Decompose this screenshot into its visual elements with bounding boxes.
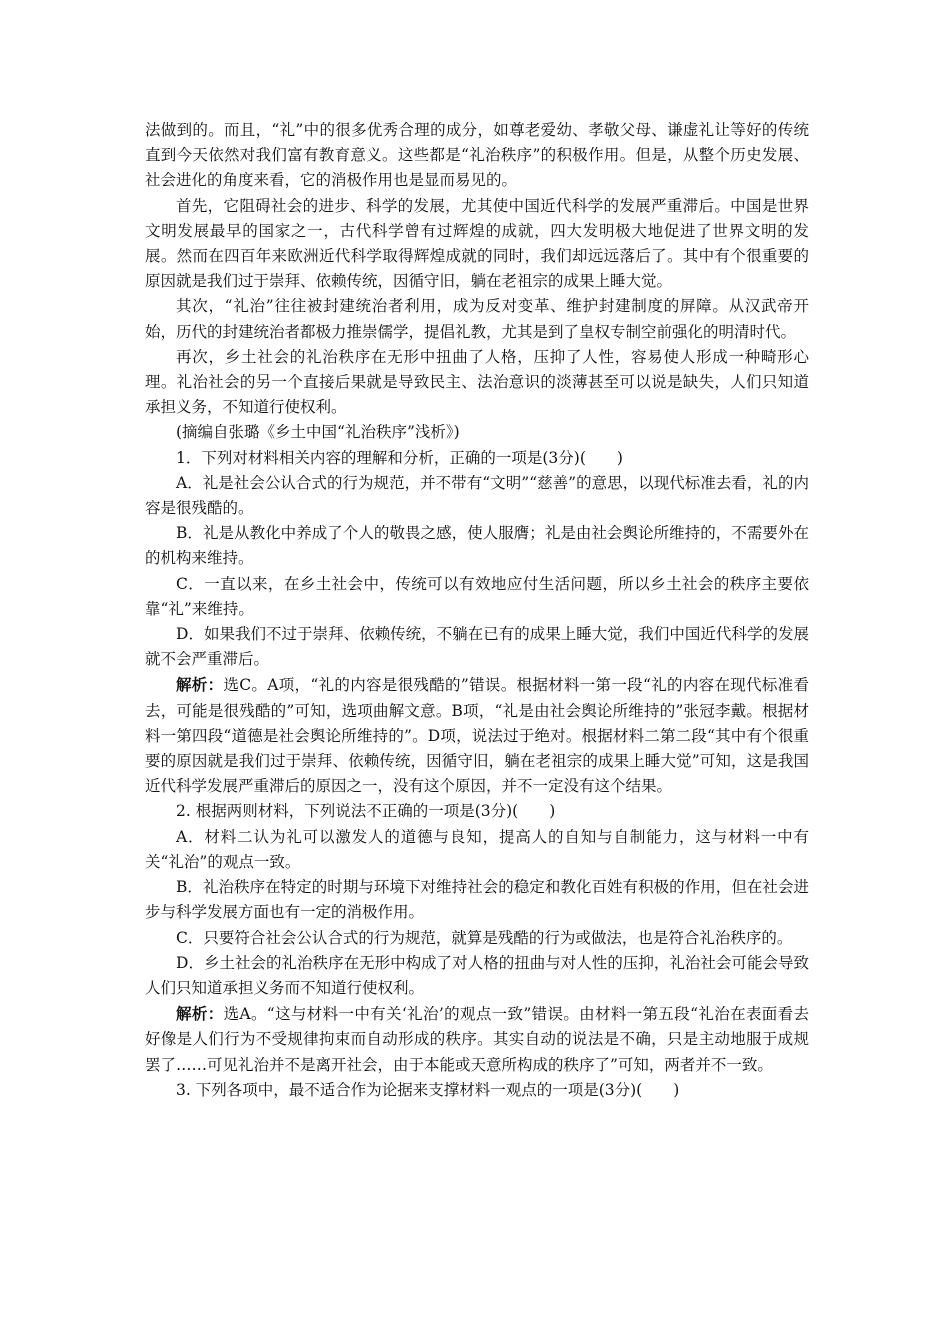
question-2-option-c: C．只要符合社会公认合式的行为规范，就算是残酷的行为或做法，也是符合礼治秩序的。 [176,928,793,947]
analysis-text: 选A。“这与材料一中有关‘礼治’的观点一致”错误。由材料一第五段“礼治在表面看去好像是人们行为不受规律拘束而自动形成的秩序。其实自动的说法是不确，只是主动地服于成规罢了……可见礼治并不是离开社会，由于本能或天意所构成的秩序了”可知，两者并不一致。 [145,1005,809,1074]
question-1-option-a: A．礼是社会公认合式的行为规范，并不带有“文明”“慈善”的意思，以现代标准去看，礼的内容是很残酷的。 [145,473,809,518]
material-paragraph-continuation: 法做到的。而且，“礼”中的很多优秀合理的成分，如尊老爱幼、孝敬父母、谦虚礼让等好的传统直到今天依然对我们富有教育意义。这些都是“礼治秩序”的积极作用。但是，从整个历史发展、社会进化的角度来看，它的消极作用也是显而易见的。 [145,121,809,190]
material-paragraph: 其次，“礼治”往往被封建统治者利用，成为反对变革、维护封建制度的屏障。从汉武帝开始，历代的封建统治者都极力推崇儒学，提倡礼教，尤其是到了皇权专制空前强化的明清时代。 [145,297,809,341]
question-1-stem: 1．下列对材料相关内容的理解和分析，正确的一项是(3分)( ) [176,448,623,467]
question-1-option-c: C．一直以来，在乡土社会中，传统可以有效地应付生活问题，所以乡土社会的秩序主要依靠“礼”来维持。 [145,574,809,618]
question-1-option-d: D．如果我们不过于崇拜、依赖传统，不躺在已有的成果上睡大觉，我们中国近代科学的发展就不会严重滞后。 [145,625,809,669]
question-2-option-a: A．材料二认为礼可以激发人的道德与良知，提高人的自知与自制能力，这与材料一中有关“礼治”的观点一致。 [145,827,809,871]
analysis-label: 解析： [176,1004,224,1024]
question-1-option-b: B．礼是从教化中养成了个人的敬畏之感，使人服膺；礼是由社会舆论所维持的，不需要外在的机构来维持。 [145,524,809,568]
analysis-text: 选C。A项，“礼的内容是很残酷的”错误。根据材料一第一段“礼的内容在现代标准看去，可能是很残酷的”可知，选项曲解文意。B项，“礼是由社会舆论所维持的”张冠李戴。根据材料一第四段“道德是社会舆论所维持的”。D项，说法过于绝对。根据材料二第二段“其中有个很重要的原因就是我们过于崇拜、依赖传统，因循守旧，躺在老祖宗的成果上睡大觉”可知，这是我国近代科学发展严重滞后的原因之一，没有这个原因，并不一定没有这个结果。 [145,676,809,796]
question-3-stem: 3. 下列各项中，最不适合作为论据来支撑材料一观点的一项是(3分)( ) [176,1080,680,1099]
source-citation: (摘编自张璐《乡土中国“礼治秩序”浅析》) [176,423,460,442]
material-paragraph: 首先，它阻碍社会的进步、科学的发展，尤其使中国近代科学的发展严重滞后。中国是世界文明发展最早的国家之一，古代科学曾有过辉煌的成就，四大发明极大地促进了世界文明的发展。然而在四百年来欧洲近代科学取得辉煌成就的同时，我们却远远落后了。其中有个很重要的原因就是我们过于崇拜、依赖传统，因循守旧，躺在老祖宗的成果上睡大觉。 [145,196,809,291]
question-2-option-d: D．乡土社会的礼治秩序在无形中构成了对人格的扭曲与对人性的压抑，礼治社会可能会导致人们只知道承担义务而不知道行使权利。 [145,953,809,997]
material-paragraph: 再次，乡土社会的礼治秩序在无形中扭曲了人格，压抑了人性，容易使人形成一种畸形心理。礼治社会的另一个直接后果就是导致民主、法治意识的淡薄甚至可以说是缺失，人们只知道承担义务，不知道行使权利。 [145,347,809,417]
question-2-analysis [145,1001,809,1078]
analysis-label: 解析： [176,675,224,695]
question-1-analysis [145,672,809,799]
document-page [145,118,809,1103]
question-2-stem: 2. 根据两则材料，下列说法不正确的一项是(3分)( ) [176,802,556,821]
question-2-option-b: B．礼治秩序在特定的时期与环境下对维持社会的稳定和教化百姓有积极的作用，但在社会进步与科学发展方面也有一定的消极作用。 [145,878,809,922]
